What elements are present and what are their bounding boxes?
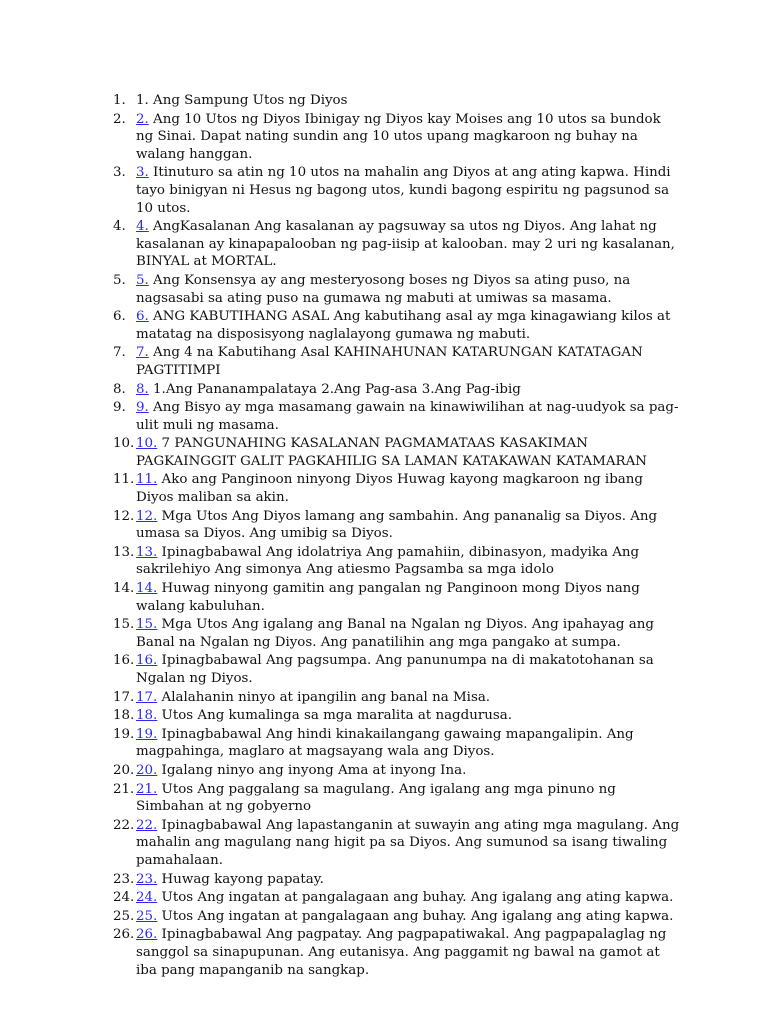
item-number: 7. bbox=[113, 345, 126, 361]
list-item bbox=[0, 652, 768, 687]
slide-link[interactable]: 18. bbox=[136, 708, 158, 724]
item-text: ANG KABUTIHANG ASAL Ang kabutihang asal ay mga kinagawiang kilos at matatag na disposisyong naglalayong gumawa ng mabuti. bbox=[136, 309, 671, 342]
item-number: 26. bbox=[113, 927, 135, 943]
item-text: Huwag ninyong gamitin ang pangalan ng Panginoon mong Diyos nang walang kabuluhan. bbox=[136, 581, 640, 614]
list-item bbox=[0, 218, 768, 271]
slide-link[interactable]: 14. bbox=[136, 581, 158, 597]
list-item bbox=[0, 889, 768, 907]
slide-link[interactable]: 10. bbox=[136, 436, 158, 452]
list-item bbox=[0, 689, 768, 707]
list-item bbox=[0, 435, 768, 470]
item-number: 24. bbox=[113, 890, 135, 906]
list-item bbox=[0, 580, 768, 615]
item-text: Alalahanin ninyo at ipangilin ang banal na Misa. bbox=[157, 689, 491, 705]
slide-link[interactable]: 19. bbox=[136, 726, 158, 742]
list-item bbox=[0, 508, 768, 543]
item-number: 4. bbox=[113, 219, 126, 235]
item-number: 12. bbox=[113, 508, 135, 524]
list-item bbox=[0, 399, 768, 434]
list-item bbox=[0, 726, 768, 761]
item-number: 10. bbox=[113, 436, 135, 452]
item-number: 16. bbox=[113, 653, 135, 669]
item-number: 11. bbox=[113, 472, 135, 488]
item-text: Utos Ang paggalang sa magulang. Ang igalang ang mga pinuno ng Simbahan at ng gobyerno bbox=[136, 781, 616, 815]
item-text: Ipinagbabawal Ang hindi kinakailangang gawaing mapangalipin. Ang magpahinga, maglaro at magsayang wala ang Diyos. bbox=[136, 726, 634, 760]
numbered-list bbox=[0, 92, 768, 979]
list-item bbox=[0, 92, 768, 110]
item-number: 1. bbox=[113, 93, 126, 108]
list-item bbox=[0, 908, 768, 926]
item-number: 2. bbox=[113, 111, 126, 127]
slide-link[interactable]: 3. bbox=[136, 165, 149, 181]
slide-link[interactable]: 26. bbox=[136, 927, 158, 943]
item-number: 5. bbox=[113, 272, 126, 288]
item-number: 23. bbox=[113, 871, 135, 887]
item-text: 7 PANGUNAHING KASALANAN PAGMAMATAAS KASAKIMAN PAGKAINGGIT GALIT PAGKAHILIG SA LAMAN KATAKAWAN KATAMARAN bbox=[136, 436, 648, 469]
slide-link[interactable]: 25. bbox=[136, 908, 158, 924]
item-text: Ipinagbabawal Ang pagsumpa. Ang panunumpa na di makatotohanan sa Ngalan ng Diyos. bbox=[136, 653, 654, 686]
item-number: 14. bbox=[113, 581, 135, 597]
item-text: Utos Ang ingatan at pangalagaan ang buhay. Ang igalang ang ating kapwa. bbox=[157, 908, 674, 924]
item-text: Ang Bisyo ay mga masamang gawain na kinawiwilihan at nag-uudyok sa pag-ulit muli ng masama. bbox=[136, 400, 679, 433]
slide-link[interactable]: 23. bbox=[136, 871, 158, 887]
list-item bbox=[0, 272, 768, 307]
list-item bbox=[0, 381, 768, 399]
list-item bbox=[0, 871, 768, 889]
item-text: Ang 4 na Kabutihang Asal KAHINAHUNAN KATARUNGAN KATATAGAN PAGTITIMPI bbox=[136, 345, 643, 378]
list-item bbox=[0, 544, 768, 579]
list-item bbox=[0, 707, 768, 725]
item-text: Ang 10 Utos ng Diyos Ibinigay ng Diyos kay Moises ang 10 utos sa bundok ng Sinai. Dapat nating sundin ang 10 utos upang magkaroon ng buhay na walang hanggan. bbox=[136, 111, 661, 162]
list-item bbox=[0, 308, 768, 343]
item-text: Mga Utos Ang igalang ang Banal na Ngalan ng Diyos. Ang ipahayag ang Banal na Ngalan ng Diyos. Ang panatilihin ang mga pangako at sumpa. bbox=[136, 617, 654, 650]
item-number: 6. bbox=[113, 309, 126, 325]
slide-link[interactable]: 5. bbox=[136, 272, 149, 288]
item-text: Mga Utos Ang Diyos lamang ang sambahin. Ang pananalig sa Diyos. Ang umasa sa Diyos. Ang umibig sa Diyos. bbox=[136, 508, 658, 542]
item-text: Igalang ninyo ang inyong Ama at inyong Ina. bbox=[157, 762, 467, 778]
slide-link[interactable]: 4. bbox=[136, 219, 149, 235]
list-item bbox=[0, 471, 768, 506]
document-page bbox=[0, 92, 768, 979]
item-number: 18. bbox=[113, 708, 135, 724]
list-item bbox=[0, 164, 768, 217]
slide-link[interactable]: 22. bbox=[136, 817, 158, 833]
slide-link[interactable]: 9. bbox=[136, 400, 149, 416]
slide-link[interactable]: 16. bbox=[136, 653, 158, 669]
item-number: 25. bbox=[113, 908, 135, 924]
slide-link[interactable]: 24. bbox=[136, 890, 158, 906]
slide-link[interactable]: 7. bbox=[136, 345, 149, 361]
item-number: 21. bbox=[113, 781, 135, 797]
item-text: Ipinagbabawal Ang pagpatay. Ang pagpapatiwakal. Ang pagpapalaglag ng sanggol sa sinapupunan. Ang eutanisya. Ang paggamit ng bawal na gamot at iba pang mapanganib na sangkap. bbox=[136, 927, 667, 978]
list-item bbox=[0, 111, 768, 164]
list-item bbox=[0, 926, 768, 979]
list-item bbox=[0, 344, 768, 379]
slide-link[interactable]: 8. bbox=[136, 381, 149, 397]
item-text: Ipinagbabawal Ang lapastanganin at suwayin ang ating mga magulang. Ang mahalin ang magulang nang higit pa sa Diyos. Ang sumunod sa isang tiwaling pamahalaan. bbox=[136, 817, 680, 868]
slide-link[interactable]: 15. bbox=[136, 617, 158, 633]
list-item bbox=[0, 616, 768, 651]
item-number: 13. bbox=[113, 544, 135, 560]
item-text: Huwag kayong papatay. bbox=[157, 871, 324, 887]
slide-link[interactable]: 17. bbox=[136, 689, 158, 705]
slide-link[interactable]: 6. bbox=[136, 309, 149, 325]
slide-link[interactable]: 13. bbox=[136, 544, 158, 560]
item-text: Utos Ang kumalinga sa mga maralita at nagdurusa. bbox=[157, 708, 512, 724]
item-number: 3. bbox=[113, 165, 126, 181]
item-text: Itinuturo sa atin ng 10 utos na mahalin ang Diyos at ang ating kapwa. Hindi tayo binigyan ni Hesus ng bagong utos, kundi bagong espiritu ng pagsunod sa 10 utos. bbox=[136, 165, 671, 216]
list-item bbox=[0, 817, 768, 870]
list-item bbox=[0, 781, 768, 816]
list-item bbox=[0, 762, 768, 780]
slide-link[interactable]: 21. bbox=[136, 781, 158, 797]
item-text: 1. Ang Sampung Utos ng Diyos bbox=[136, 93, 348, 108]
item-number: 17. bbox=[113, 689, 135, 705]
item-text: Utos Ang ingatan at pangalagaan ang buhay. Ang igalang ang ating kapwa. bbox=[157, 890, 674, 906]
item-number: 20. bbox=[113, 762, 135, 778]
item-number: 19. bbox=[113, 726, 135, 742]
item-text: Ipinagbabawal Ang idolatriya Ang pamahiin, dibinasyon, madyika Ang sakrilehiyo Ang simonya Ang atiesmo Pagsamba sa mga idolo bbox=[136, 544, 640, 578]
item-number: 9. bbox=[113, 400, 126, 416]
item-text: Ako ang Panginoon ninyong Diyos Huwag kayong magkaroon ng ibang Diyos maliban sa akin. bbox=[136, 472, 643, 506]
slide-link[interactable]: 11. bbox=[136, 472, 158, 488]
item-text: Ang Konsensya ay ang mesteryosong boses ng Diyos sa ating puso, na nagsasabi sa ating puso na gumawa ng mabuti at umiwas sa masama. bbox=[136, 272, 631, 306]
slide-link[interactable]: 20. bbox=[136, 762, 158, 778]
item-number: 22. bbox=[113, 817, 135, 833]
item-number: 15. bbox=[113, 617, 135, 633]
item-text: 1.Ang Pananampalataya 2.Ang Pag-asa 3.Ang Pag-ibig bbox=[148, 381, 521, 397]
item-text: AngKasalanan Ang kasalanan ay pagsuway sa utos ng Diyos. Ang lahat ng kasalanan ay kinapapalooban ng pag-iisip at kalooban. may 2 uri ng kasalanan, BINYAL at MORTAL. bbox=[136, 219, 675, 270]
slide-link[interactable]: 2. bbox=[136, 111, 149, 127]
slide-link[interactable]: 12. bbox=[136, 508, 158, 524]
item-number: 8. bbox=[113, 381, 126, 397]
